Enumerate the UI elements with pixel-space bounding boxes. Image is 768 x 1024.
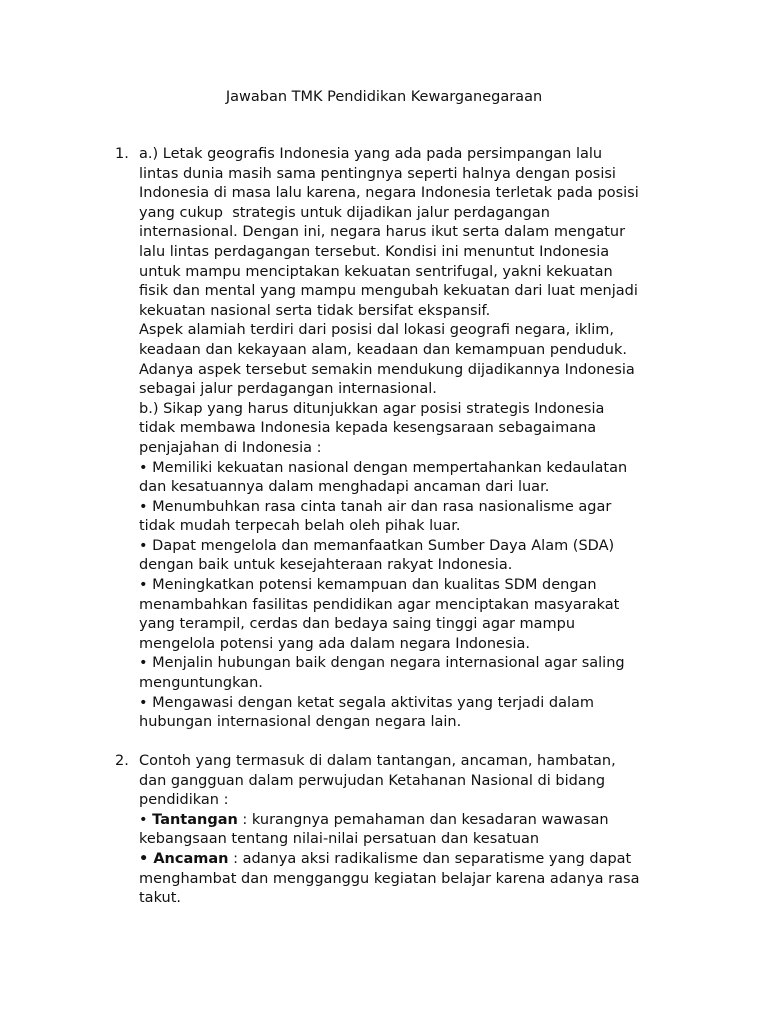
bullet-item: [139, 811, 684, 831]
text-line: b.) Sikap yang harus ditunjukkan agar posisi strategis Indonesia: [139, 400, 605, 417]
text-line: hubungan internasional dengan negara lain.: [139, 714, 462, 731]
text-line: untuk mampu menciptakan kekuatan sentrifugal, yakni kekuatan: [139, 263, 613, 280]
text-line: • Memiliki kekuatan nasional dengan mempertahankan kedaulatan: [139, 459, 628, 476]
document-title: Jawaban TMK Pendidikan Kewarganegaraan: [225, 89, 543, 105]
text-line: dengan baik untuk kesejahteraan rakyat Indonesia.: [139, 557, 513, 574]
text-line: sebagai jalur perdagangan internasional.: [139, 381, 437, 398]
text-line: kebangsaan tentang nilai-nilai persatuan dan kesatuan: [139, 831, 540, 848]
text-line: Aspek alamiah terdiri dari posisi dal lokasi geografi negara, iklim,: [139, 322, 615, 339]
answer-2-text: [139, 752, 684, 909]
text-line: dan kesatuannya dalam menghadapi ancaman dari luar.: [139, 479, 550, 496]
text-line: internasional. Dengan ini, negara harus ikut serta dalam mengatur: [139, 224, 626, 241]
bullet-marker: •: [139, 811, 153, 828]
text-line: mengelola potensi yang ada dalam negara Indonesia.: [139, 635, 531, 652]
text-line: Contoh yang termasuk di dalam tantangan, ancaman, hambatan,: [139, 753, 616, 769]
text-line: dan gangguan dalam perwujudan Ketahanan Nasional di bidang: [139, 772, 606, 789]
text-line: tidak mudah terpecah belah oleh pihak luar.: [139, 518, 461, 535]
text-line: yang terampil, cerdas dan bedaya saing tinggi agar mampu: [139, 616, 576, 633]
text-line: Indonesia di masa lalu karena, negara Indonesia terletak pada posisi: [139, 185, 639, 202]
text-line: keadaan dan kekayaan alam, keadaan dan kemampuan penduduk.: [139, 341, 627, 358]
text-line: tidak membawa Indonesia kepada kesengsaraan sebagaimana: [139, 420, 597, 437]
text-line: • Mengawasi dengan ketat segala aktivitas yang terjadi dalam: [139, 694, 595, 711]
text-line: menambahkan fasilitas pendidikan agar menciptakan masyarakat: [139, 596, 620, 613]
text-line: Adanya aspek tersebut semakin mendukung dijadikannya Indonesia: [139, 361, 635, 378]
text-line: penjajahan di Indonesia :: [139, 439, 322, 456]
answer-1-text: [139, 145, 684, 733]
answer-number: 1.: [115, 146, 129, 162]
bullet-term: Ancaman: [153, 850, 229, 867]
text-line: • Meningkatkan potensi kemampuan dan kualitas SDM dengan: [139, 577, 597, 594]
text-line: menghambat dan mengganggu kegiatan belajar karena adanya rasa: [139, 870, 640, 887]
text-line: menguntungkan.: [139, 675, 263, 692]
text-line: lintas dunia masih sama pentingnya seperti halnya dengan posisi: [139, 165, 616, 182]
answer-number: 2.: [115, 753, 129, 769]
text-line: lalu lintas perdagangan tersebut. Kondisi ini menuntut Indonesia: [139, 243, 610, 260]
bullet-marker: •: [139, 850, 154, 867]
text-line: • Dapat mengelola dan memanfaatkan Sumber Daya Alam (SDA): [139, 537, 615, 554]
text-line: • Menjalin hubungan baik dengan negara internasional agar saling: [139, 655, 625, 672]
text-line: fisik dan mental yang mampu mengubah kekuatan dari luat menjadi: [139, 283, 638, 300]
bullet-text: : kurangnya pemahaman dan kesadaran wawasan: [237, 811, 609, 828]
text-line: yang cukup strategis untuk dijadikan jalur perdagangan: [139, 204, 550, 221]
bullet-term: Tantangan: [152, 811, 238, 828]
text-line: kekuatan nasional serta tidak bersifat ekspansif.: [139, 302, 491, 319]
bullet-item: [139, 850, 684, 870]
text-line: takut.: [139, 890, 182, 907]
text-line: pendidikan :: [139, 792, 229, 809]
bullet-text: : adanya aksi radikalisme dan separatisme yang dapat: [228, 850, 632, 867]
text-line: a.) Letak geografis Indonesia yang ada pada persimpangan lalu: [139, 146, 603, 162]
text-line: • Menumbuhkan rasa cinta tanah air dan rasa nasionalisme agar: [139, 498, 612, 515]
